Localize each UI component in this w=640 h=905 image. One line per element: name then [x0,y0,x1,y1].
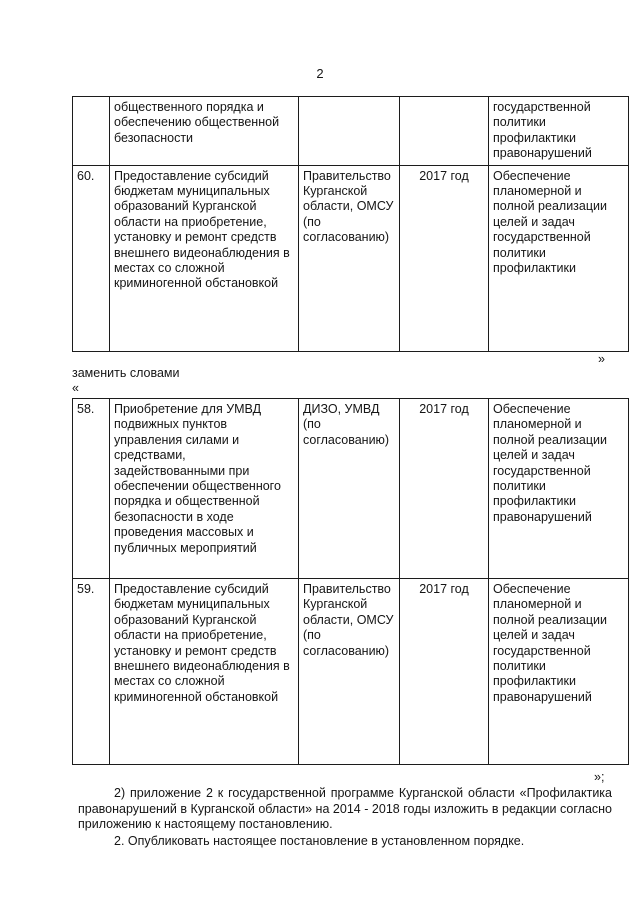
executor: Правительство Курганской области, ОМСУ (по согласованию) [299,165,400,351]
year: 2017 год [400,399,489,579]
executor: Правительство Курганской области, ОМСУ (по согласованию) [299,579,400,765]
measure-name: Приобретение для УМВД подвижных пунктов управления силами и средствами, задействованными при обеспечении общественного порядка и общественной безопасности в ходе проведения массовых и публичных мероприятий [110,399,299,579]
table-new-rows [72,398,629,765]
executor: ДИЗО, УМВД (по согласованию) [299,399,400,579]
executor [299,97,400,166]
expected-result: государственной политики профилактики правонарушений [489,97,629,166]
paragraph-amendment-text: 2) приложение 2 к государственной программе Курганской области «Профилактика правонарушений в Курганской области» на 2014 - 2018 годы изложить в редакции согласно приложению к настоящему постановлению. [78,786,612,832]
closing-quote: » [598,352,605,366]
expected-result: Обеспечение планомерной и полной реализации целей и задач государственной политики профилактики правонарушений [489,399,629,579]
row-number: 58. [73,399,110,579]
year: 2017 год [400,165,489,351]
replace-label: заменить словами [72,366,180,380]
opening-quote: « [72,381,79,395]
table-row [73,399,629,579]
measure-name: общественного порядка и обеспечению общественной безопасности [110,97,299,166]
paragraph-publish [78,834,612,850]
table-row [73,579,629,765]
table-row [73,97,629,166]
row-number: 59. [73,579,110,765]
year [400,97,489,166]
paragraph-publish-text: 2. Опубликовать настоящее постановление в установленном порядке. [114,834,525,848]
paragraph-amendment [78,786,612,833]
table-row [73,165,629,351]
table-old-rows [72,96,629,352]
year: 2017 год [400,579,489,765]
measure-name: Предоставление субсидий бюджетам муниципальных образований Курганской области на приобретение, установку и ремонт средств внешнего видеонаблюдения в местах со сложной криминогенной обстановкой [110,165,299,351]
row-number: 60. [73,165,110,351]
page-number: 2 [316,66,324,81]
measure-name: Предоставление субсидий бюджетам муниципальных образований Курганской области на приобретение, установку и ремонт средств внешнего видеонаблюдения в местах со сложной криминогенной обстановкой [110,579,299,765]
row-number [73,97,110,166]
expected-result: Обеспечение планомерной и полной реализации целей и задач государственной политики профилактики [489,165,629,351]
expected-result: Обеспечение планомерной и полной реализации целей и задач государственной политики профилактики правонарушений [489,579,629,765]
closing-quote-semicolon: »; [594,770,605,784]
